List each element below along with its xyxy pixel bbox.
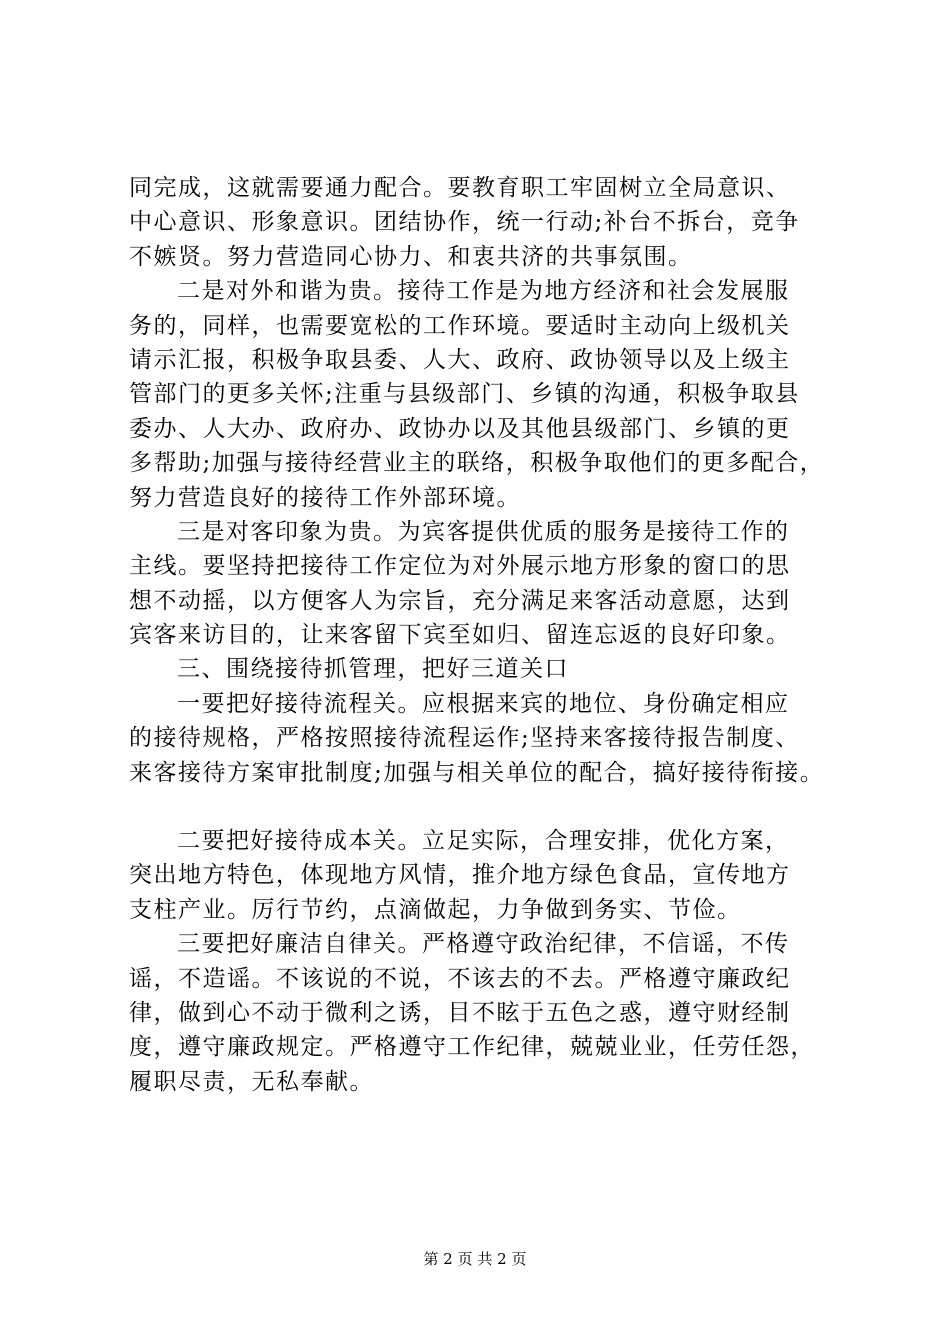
text-line: 履职尽责，无私奉献。 — [129, 1068, 374, 1095]
section-heading: 三、围绕接待抓管理，把好三道关口 — [177, 656, 569, 683]
text-line: 想不动摇，以方便客人为宗旨，充分满足来客活动意愿，达到 — [129, 587, 791, 614]
text-line: 主线。要坚持把接待工作定位为对外展示地方形象的窗口的思 — [129, 553, 791, 580]
text-line: 突出地方特色，体现地方风情，推介地方绿色食品，宣传地方 — [129, 862, 791, 889]
text-line: 管部门的更多关怀;注重与县级部门、乡镇的沟通，积极争取县 — [129, 381, 800, 408]
paragraph-start-line: 三是对客印象为贵。为宾客提供优质的服务是接待工作的 — [177, 518, 790, 545]
text-line: 同完成，这就需要通力配合。要教育职工牢固树立全局意识、 — [129, 175, 791, 201]
paragraph-start-line: 三要把好廉洁自律关。严格遵守政治纪律，不信谣，不传 — [177, 931, 790, 958]
text-line: 务的，同样，也需要宽松的工作环境。要适时主动向上级机关 — [129, 312, 791, 339]
text-line: 支柱产业。厉行节约，点滴做起，力争做到务实、节俭。 — [129, 896, 742, 923]
text-line: 度，遵守廉政规定。严格遵守工作纪律，兢兢业业，任劳任怨， — [129, 1034, 815, 1061]
text-line: 律，做到心不动于微利之诱，目不眩于五色之惑，遵守财经制 — [129, 999, 791, 1026]
paragraph-start-line: 二是对外和谐为贵。接待工作是为地方经济和社会发展服 — [177, 278, 790, 305]
text-line: 不嫉贤。努力营造同心协力、和衷共济的共事氛围。 — [129, 243, 693, 270]
text-line: 多帮助;加强与接待经营业主的联络，积极争取他们的更多配合， — [129, 450, 825, 477]
text-line: 宾客来访目的，让来客留下宾至如归、留连忘返的良好印象。 — [129, 622, 791, 649]
text-line: 来客接待方案审批制度;加强与相关单位的配合，搞好接待衔接。 — [129, 759, 825, 786]
text-line: 请示汇报，积极争取县委、人大、政府、政协领导以及上级主 — [129, 346, 791, 373]
text-line: 中心意识、形象意识。团结协作，统一行动;补台不拆台，竞争 — [129, 209, 800, 236]
paragraph-start-line: 二要把好接待成本关。立足实际，合理安排，优化方案， — [177, 828, 790, 855]
text-line: 谣，不造谣。不该说的不说，不该去的不去。严格遵守廉政纪 — [129, 965, 791, 992]
page-number: 第 2 页 共 2 页 — [423, 1250, 527, 1268]
blank-line — [129, 790, 829, 824]
page-footer — [0, 1248, 950, 1269]
text-line: 的接待规格，严格按照接待流程运作;坚持来客接待报告制度、 — [129, 725, 800, 752]
text-line: 努力营造良好的接待工作外部环境。 — [129, 484, 521, 511]
document-body — [129, 171, 829, 1099]
text-line: 委办、人大办、政府办、政协办以及其他县级部门、乡镇的更 — [129, 415, 791, 442]
paragraph-start-line: 一要把好接待流程关。应根据来宾的地位、身份确定相应 — [177, 690, 790, 717]
